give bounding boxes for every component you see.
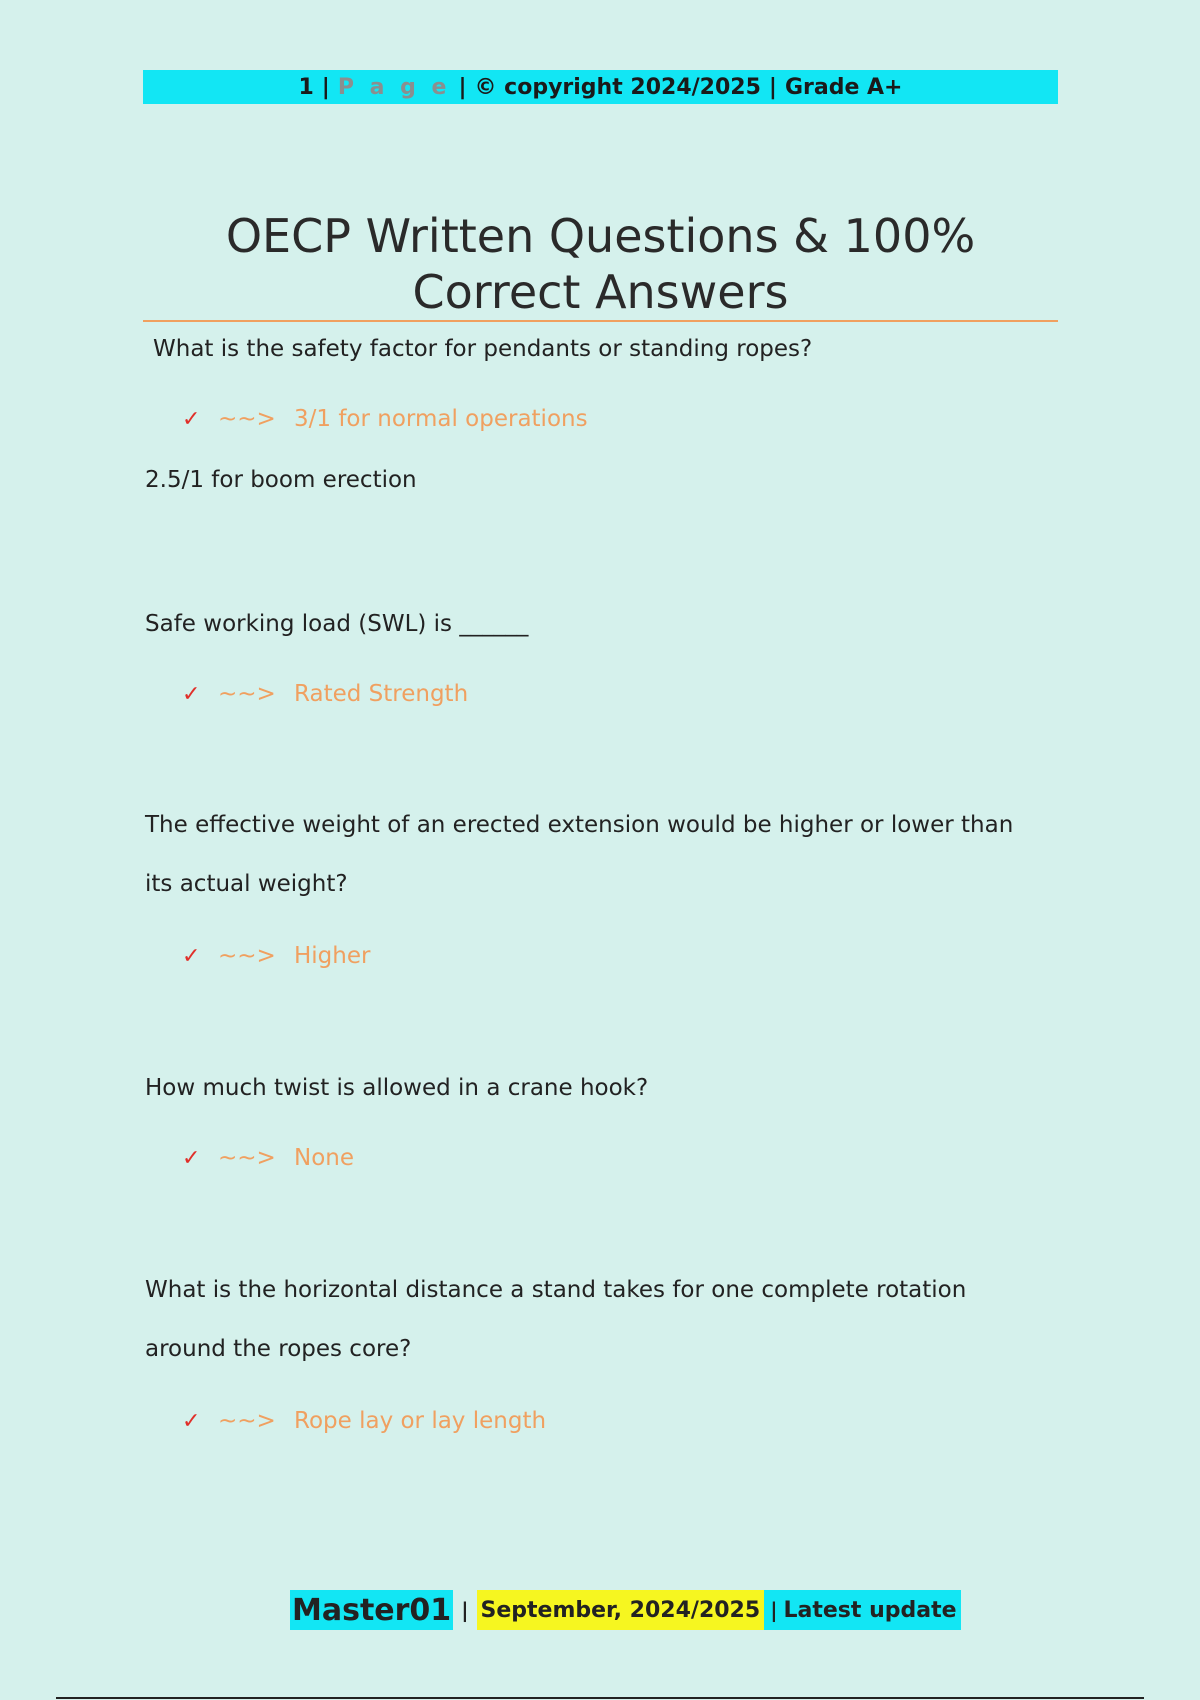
check-icon: ✓ <box>182 1145 201 1171</box>
separator: | <box>461 1598 469 1622</box>
question-5-line-1: What is the horizontal distance a stand takes for one complete rotation <box>145 1277 967 1303</box>
separator: | <box>768 74 777 100</box>
check-icon: ✓ <box>182 681 201 707</box>
answer-5 <box>182 1408 546 1434</box>
arrow-icon: ~~> <box>218 1408 276 1434</box>
page-header <box>143 70 1058 104</box>
grade-text: Grade A+ <box>784 74 903 100</box>
update-label: Latest update <box>784 1590 961 1630</box>
question-2: Safe working load (SWL) is ______ <box>145 611 529 637</box>
answer-text: Rated Strength <box>294 681 469 707</box>
page-label: P a g e <box>337 74 451 100</box>
answer-3 <box>182 943 370 969</box>
answer-text: Rope lay or lay length <box>294 1408 547 1434</box>
title-divider <box>143 320 1058 322</box>
arrow-icon: ~~> <box>218 1145 276 1171</box>
question-3-line-2: its actual weight? <box>145 871 348 897</box>
author-name: Master01 <box>290 1590 453 1630</box>
copyright-text: © copyright 2024/2025 <box>474 74 761 100</box>
answer-1 <box>182 406 588 432</box>
answer-text: None <box>294 1145 355 1171</box>
check-icon: ✓ <box>182 406 201 432</box>
answer-text: Higher <box>294 943 371 969</box>
date-text: September, 2024/2025 <box>477 1590 765 1630</box>
document-title: OECP Written Questions & 100% Correct Answers <box>225 209 976 319</box>
question-1: What is the safety factor for pendants or standing ropes? <box>153 336 813 362</box>
page-footer <box>290 1590 961 1630</box>
bottom-divider <box>56 1697 1144 1699</box>
separator: | <box>321 74 330 100</box>
answer-text: 3/1 for normal operations <box>294 406 588 432</box>
page-number: 1 <box>298 74 314 100</box>
question-4: How much twist is allowed in a crane hook? <box>145 1075 649 1101</box>
question-3-line-1: The effective weight of an erected extension would be higher or lower than <box>145 812 1014 838</box>
question-5-line-2: around the ropes core? <box>145 1336 412 1362</box>
check-icon: ✓ <box>182 1408 201 1434</box>
arrow-icon: ~~> <box>218 943 276 969</box>
separator: | <box>458 74 467 100</box>
answer-4 <box>182 1145 354 1171</box>
arrow-icon: ~~> <box>218 406 276 432</box>
answer-2 <box>182 681 468 707</box>
answer-1-extra: 2.5/1 for boom erection <box>145 467 417 493</box>
separator: | <box>764 1590 783 1630</box>
check-icon: ✓ <box>182 943 201 969</box>
arrow-icon: ~~> <box>218 681 276 707</box>
